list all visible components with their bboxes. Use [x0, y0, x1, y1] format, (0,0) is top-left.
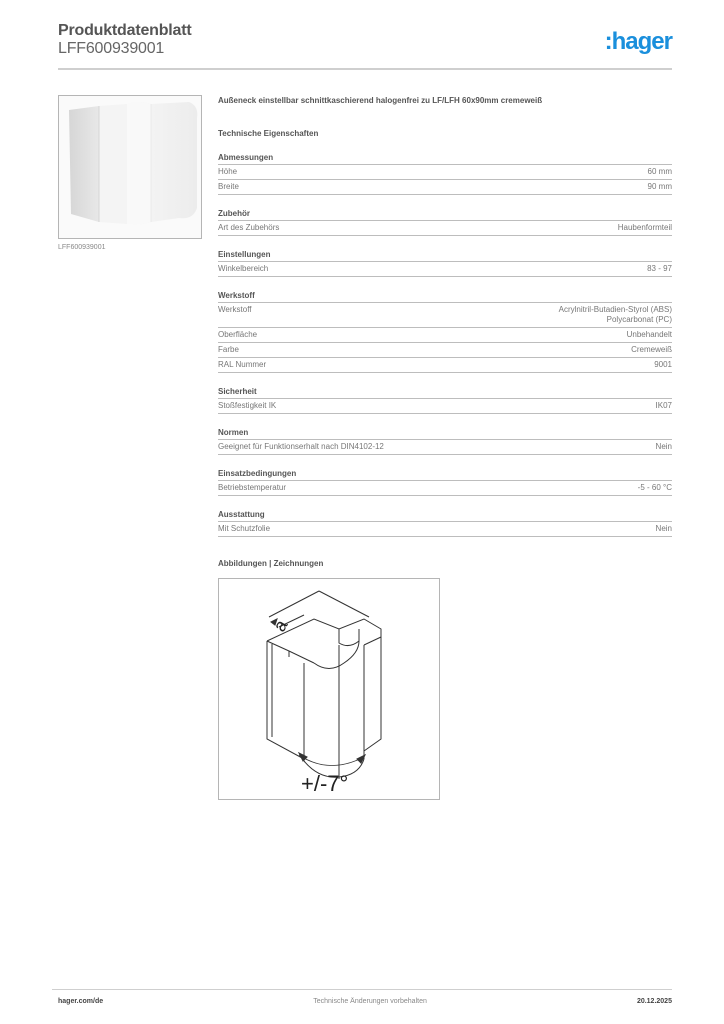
- group-title: Normen: [218, 427, 672, 440]
- group-werkstoff: [218, 290, 672, 373]
- row-value-line: Acrylnitril-Butadien-Styrol (ABS): [558, 305, 672, 314]
- page-footer: [58, 998, 672, 1005]
- row-value: Haubenformteil: [617, 223, 672, 232]
- table-row: [218, 165, 672, 180]
- product-render-image: [59, 96, 202, 239]
- row-label: Werkstoff: [218, 305, 252, 314]
- row-value: IK07: [655, 401, 672, 410]
- technical-drawing: [218, 578, 440, 800]
- angle-label: +/-7°: [301, 771, 349, 796]
- row-label: Betriebstemperatur: [218, 483, 287, 492]
- corner-drawing-image: [219, 579, 439, 799]
- row-value: 90 mm: [647, 182, 672, 191]
- row-value: [559, 305, 672, 325]
- group-normen: [218, 427, 672, 455]
- footer-date: 20.12.2025: [636, 998, 672, 1005]
- table-row: [218, 221, 672, 236]
- table-row: [218, 399, 672, 414]
- group-abmessungen: [218, 152, 672, 195]
- row-label: RAL Nummer: [218, 360, 267, 369]
- row-value: 9001: [654, 360, 672, 369]
- table-row: [218, 440, 672, 455]
- drawings-title: Abbildungen | Zeichnungen: [218, 559, 324, 568]
- row-value: 60 mm: [647, 167, 672, 176]
- group-title: Einstellungen: [218, 249, 672, 262]
- table-row: [218, 328, 672, 343]
- product-photo: [58, 95, 202, 239]
- row-value: Cremeweiß: [631, 345, 672, 354]
- dimension-label: a: [269, 616, 292, 635]
- row-label: Geeignet für Funktionserhalt nach DIN4102-12: [218, 442, 384, 451]
- product-description: Außeneck einstellbar schnittkaschierend halogenfrei zu LF/LFH 60x90mm cremeweiß: [218, 96, 543, 105]
- main-content: [218, 96, 672, 800]
- row-value: Unbehandelt: [626, 330, 672, 339]
- group-title: Abmessungen: [218, 152, 672, 165]
- row-label: Mit Schutzfolie: [218, 524, 271, 533]
- table-row: [218, 303, 672, 328]
- section-title: Technische Eigenschaften: [218, 129, 319, 138]
- group-title: Sicherheit: [218, 386, 672, 399]
- group-title: Zubehör: [218, 208, 672, 221]
- table-row: [218, 522, 672, 537]
- header-divider: [58, 68, 672, 70]
- row-label: Winkelbereich: [218, 264, 269, 273]
- table-row: [218, 343, 672, 358]
- group-einstellungen: [218, 249, 672, 277]
- row-value: Nein: [655, 524, 672, 533]
- document-title: Produktdatenblatt: [58, 22, 192, 39]
- page-header: [58, 22, 672, 70]
- table-row: [218, 481, 672, 496]
- group-sicherheit: [218, 386, 672, 414]
- group-ausstattung: [218, 509, 672, 537]
- group-zubehoer: [218, 208, 672, 236]
- row-value: 83 - 97: [647, 264, 672, 273]
- row-label: Höhe: [218, 167, 238, 176]
- table-row: [218, 262, 672, 277]
- product-code: LFF600939001: [58, 40, 165, 57]
- group-title: Ausstattung: [218, 509, 672, 522]
- row-label: Breite: [218, 182, 239, 191]
- row-label: Art des Zubehörs: [218, 223, 280, 232]
- footer-divider: [52, 989, 672, 990]
- hager-logo: :hager: [604, 28, 672, 55]
- row-label: Farbe: [218, 345, 239, 354]
- table-row: [218, 358, 672, 373]
- group-einsatzbedingungen: [218, 468, 672, 496]
- group-title: Werkstoff: [218, 290, 672, 303]
- footer-website-link[interactable]: hager.com/de: [58, 998, 104, 1005]
- table-row: [218, 180, 672, 195]
- row-value: Nein: [655, 442, 672, 451]
- row-label: Stoßfestigkeit IK: [218, 401, 277, 410]
- row-value: -5 - 60 °C: [637, 483, 672, 492]
- row-label: Oberfläche: [218, 330, 258, 339]
- group-title: Einsatzbedingungen: [218, 468, 672, 481]
- row-value-line: Polycarbonat (PC): [606, 315, 672, 324]
- footer-disclaimer: Technische Änderungen vorbehalten: [313, 998, 427, 1005]
- photo-caption: LFF600939001: [58, 244, 106, 251]
